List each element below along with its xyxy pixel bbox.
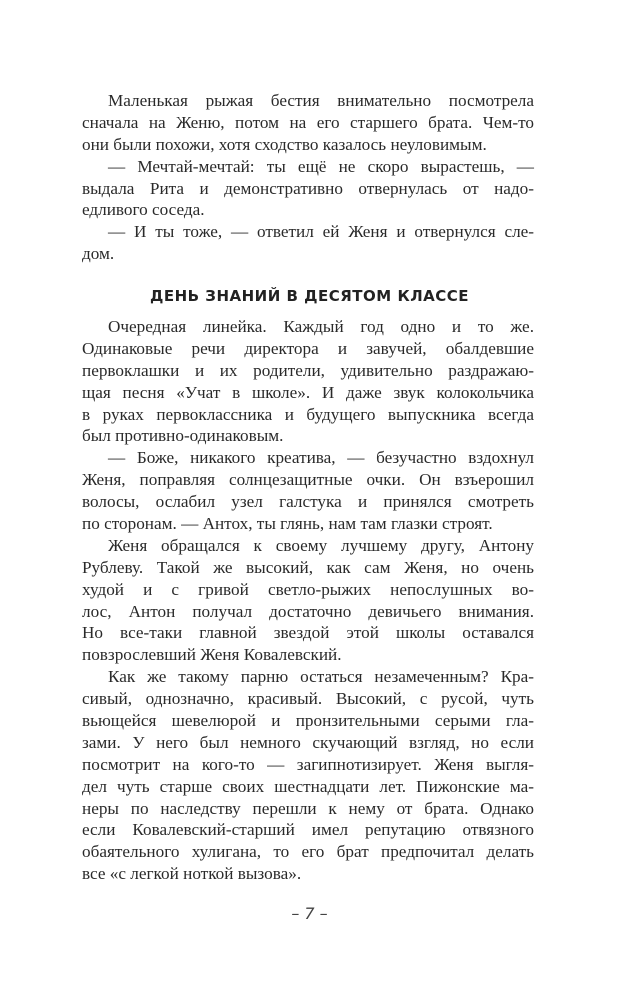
- paragraph: [82, 316, 534, 447]
- text-line: обаятельного хулигана, то его брат предпочитал делать: [82, 842, 534, 862]
- text-line: первоклашки и их родители, удивительно раздражаю-: [82, 360, 534, 380]
- text-block-after-heading: [82, 316, 534, 885]
- text-line: все «с легкой ноткой вызова».: [82, 864, 302, 884]
- text-line: лос, Антон получал достаточно девичьего внимания.: [82, 601, 534, 621]
- paragraph: [82, 221, 534, 265]
- text-block-before-heading: [82, 90, 534, 265]
- text-line: по сторонам. — Антох, ты глянь, нам там глазки строят.: [82, 514, 493, 534]
- text-line: повзрослевший Женя Ковалевский.: [82, 645, 342, 665]
- text-line: Женя, поправляя солнцезащитные очки. Он взъерошил: [82, 470, 534, 490]
- text-line: Маленькая рыжая бестия внимательно посмотрела: [108, 91, 534, 110]
- text-line: Одинаковые речи директора и завучей, обалдевшие: [82, 338, 534, 358]
- text-line: был противно-одинаковым.: [82, 426, 284, 446]
- text-line: Как же такому парню остаться незамеченным? Кра-: [108, 667, 534, 687]
- chapter-heading: ДЕНЬ ЗНАНИЙ В ДЕСЯТОМ КЛАССЕ: [149, 287, 470, 305]
- page-number: – 7 –: [291, 904, 328, 923]
- text-line: зами. У него был немного скучающий взгляд, но если: [82, 732, 534, 752]
- paragraph: [82, 447, 534, 535]
- text-line: Но все-таки главной звездой этой школы оставался: [82, 623, 534, 643]
- text-line: дел чуть старше своих шестнадцати лет. Пижонские ма-: [82, 776, 534, 796]
- text-line: волосы, ослабил узел галстука и принялся смотреть: [82, 492, 534, 512]
- text-line: — И ты тоже, — ответил ей Женя и отвернулся сле-: [108, 222, 534, 242]
- text-line: — Боже, никакого креатива, — безучастно вздохнул: [108, 448, 534, 468]
- text-line: Женя обращался к своему лучшему другу, Антону: [108, 535, 534, 555]
- text-line: худой и с гривой светло-рыжих непослушных во-: [82, 579, 534, 599]
- text-line: в руках первоклассника и будущего выпускника всегда: [82, 404, 534, 424]
- text-line: посмотрит на кого-то — загипнотизирует. Женя выгля-: [82, 754, 534, 774]
- text-line: дом.: [82, 244, 115, 264]
- text-line: — Мечтай-мечтай: ты ещё не скоро вырастешь, —: [108, 156, 534, 176]
- text-line: вьющейся шевелюрой и пронзительными серыми гла-: [82, 711, 534, 731]
- paragraph: [82, 156, 534, 222]
- text-line: Очередная линейка. Каждый год одно и то же.: [108, 317, 534, 336]
- text-line: если Ковалевский-старший имел репутацию отвязного: [82, 820, 534, 840]
- text-line: они были похожи, хотя сходство казалось неуловимым.: [82, 134, 487, 154]
- text-line: неры по наследству перешли к нему от брата. Однако: [82, 798, 534, 818]
- paragraph: [82, 90, 534, 156]
- paragraph: [82, 666, 534, 885]
- text-line: выдала Рита и демонстративно отвернулась от надо-: [82, 178, 534, 198]
- text-line: щая песня «Учат в школе». И даже звук колокольчика: [82, 382, 534, 402]
- text-line: сначала на Женю, потом на его старшего брата. Чем-то: [82, 112, 534, 132]
- text-line: едливого соседа.: [82, 200, 205, 220]
- text-line: сивый, однозначно, красивый. Высокий, с русой, чуть: [82, 689, 534, 709]
- paragraph: [82, 535, 534, 666]
- text-line: Рублеву. Такой же высокий, как сам Женя, но очень: [82, 557, 534, 577]
